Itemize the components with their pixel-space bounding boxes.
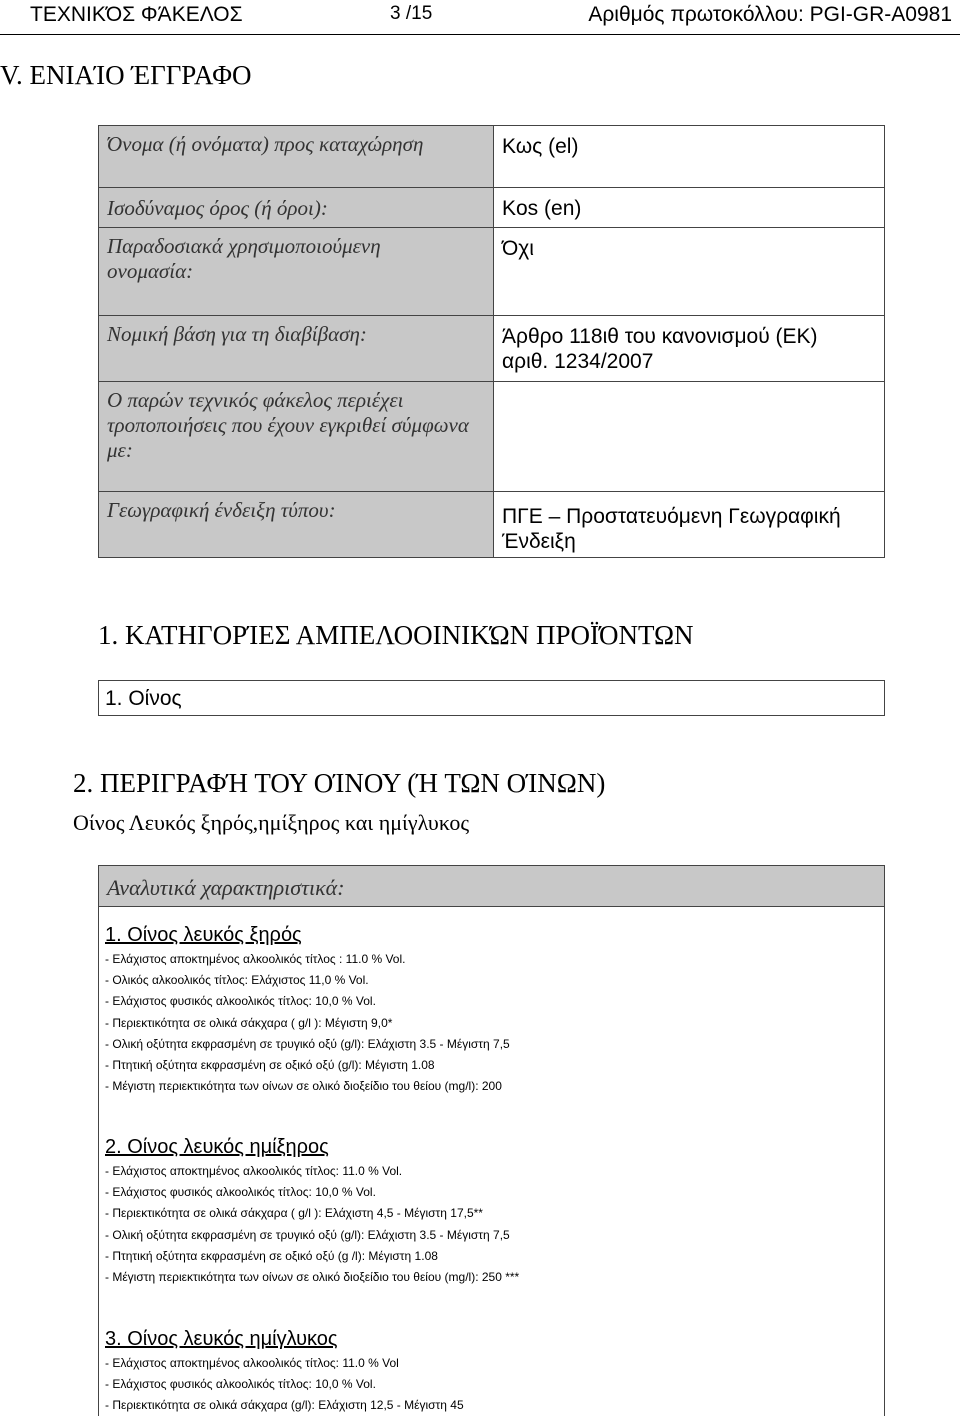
wine-1-line: - Ελάχιστος φυσικός αλκοολικός τίτλος: 10,0 % Vol. <box>105 994 376 1008</box>
analysis-header <box>99 866 884 907</box>
table-row <box>99 382 885 492</box>
page-header <box>0 0 960 35</box>
wine-2-line: - Μέγιστη περιεκτικότητα των οίνων σε ολικό διοξείδιο του θείου (mg/l): 250 *** <box>105 1270 520 1284</box>
wine-2-line: - Ελάχιστος φυσικός αλκοολικός τίτλος: 10,0 % Vol. <box>105 1185 376 1199</box>
analysis-header-label: Αναλυτικά χαρακτηριστικά: <box>107 875 345 900</box>
wine-1-line: - Ελάχιστος αποκτημένος αλκοολικός τίτλος : 11.0 % Vol. <box>105 952 406 966</box>
wine-1-line: - Μέγιστη περιεκτικότητα των οίνων σε ολικό διοξείδιο του θείου (mg/l): 200 <box>105 1079 502 1093</box>
wine-2-line: - Ελάχιστος αποκτημένος αλκοολικός τίτλος: 11.0 % Vol. <box>105 1164 403 1178</box>
wine-1-line: - Πτητική οξύτητα εκφρασμένη σε οξικό οξύ (g/l): Μέγιστη 1.08 <box>105 1058 435 1072</box>
analysis-box <box>98 865 885 1416</box>
row-label: Νομική βάση για τη διαβίβαση: <box>99 316 494 382</box>
row-label: Παραδοσιακά χρησιμοποιούμενη ονομασία: <box>99 228 494 316</box>
row-value: Kos (en) <box>494 188 885 228</box>
row-label: Γεωγραφική ένδειξη τύπου: <box>99 492 494 558</box>
table-row <box>99 316 885 382</box>
wine-1-line: - Ολική οξύτητα εκφρασμένη σε τρυγικό οξύ (g/l): Ελάχιστη 3.5 - Μέγιστη 7,5 <box>105 1037 510 1051</box>
table-row <box>99 126 885 188</box>
category-box <box>98 680 885 716</box>
wine-2-title: 2. Οίνος λευκός ημίξηρος <box>105 1136 329 1158</box>
wine-3-title: 3. Οίνος λευκός ημίγλυκος <box>105 1328 338 1350</box>
row-label: Ισοδύναμος όρος (ή όροι): <box>99 188 494 228</box>
wine-2-line: - Ολική οξύτητα εκφρασμένη σε τρυγικό οξύ (g/l): Ελάχιστη 3.5 - Μέγιστη 7,5 <box>105 1228 510 1242</box>
protocol-number: Αριθμός πρωτοκόλλου: PGI-GR-A0981 <box>588 3 952 26</box>
wine-3-line: - Ελάχιστος φυσικός αλκοολικός τίτλος: 10,0 % Vol. <box>105 1377 376 1391</box>
page-number: 3 /15 <box>390 3 433 24</box>
wine-1-line: - Ολικός αλκοολικός τίτλος: Ελάχιστος 11,0 % Vol. <box>105 973 369 987</box>
row-label: Όνομα (ή ονόματα) προς καταχώρηση <box>99 126 494 188</box>
table-row <box>99 228 885 316</box>
table-row <box>99 492 885 558</box>
wine-1-line: - Περιεκτικότητα σε ολικά σάκχαρα ( g/l ): Μέγιστη 9,0* <box>105 1016 393 1030</box>
row-label: Ο παρών τεχνικός φάκελος περιέχει τροποποιήσεις που έχουν εγκριθεί σύμφωνα με: <box>99 382 494 492</box>
table-row <box>99 188 885 228</box>
section-1-title: 1. ΚΑΤΗΓΟΡΊΕΣ ΑΜΠΕΛΟΟΙΝΙΚΏΝ ΠΡΟΪΌΝΤΩΝ <box>98 620 694 650</box>
wine-3-line: - Ελάχιστος αποκτημένος αλκοολικός τίτλος: 11.0 % Vol <box>105 1356 399 1370</box>
wine-2-line: - Πτητική οξύτητα εκφρασμένη σε οξικό οξύ (g /l): Μέγιστη 1.08 <box>105 1249 438 1263</box>
wine-1-title: 1. Οίνος λευκός ξηρός <box>105 924 302 946</box>
row-value: Όχι <box>494 228 885 316</box>
identification-table <box>98 125 885 558</box>
wine-2-line: - Περιεκτικότητα σε ολικά σάκχαρα ( g/l ): Ελάχιστη 4,5 - Μέγιστη 17,5** <box>105 1206 483 1220</box>
wine-3-line: - Περιεκτικότητα σε ολικά σάκχαρα (g/l): Ελάχιστη 12,5 - Μέγιστη 45 <box>105 1398 464 1412</box>
row-value: Άρθρο 118ιθ του κανονισμού (ΕΚ) αριθ. 1234/2007 <box>494 316 885 382</box>
row-value: ΠΓΕ – Προστατευόμενη Γεωγραφική Ένδειξη <box>494 492 885 558</box>
row-value <box>494 382 885 492</box>
section-v-title: V. ΕΝΙΑΊΟ ΈΓΓΡΑΦΟ <box>0 60 252 90</box>
section-2-title: 2. ΠΕΡΙΓΡΑΦΉ ΤΟΥ ΟΊΝΟΥ (Ή ΤΩΝ ΟΊΝΩΝ) <box>73 768 606 798</box>
category-value: 1. Οίνος <box>105 687 182 710</box>
row-value: Κως (el) <box>494 126 885 188</box>
wine-subtitle: Οίνος Λευκός ξηρός,ημίξηρος και ημίγλυκος <box>73 810 470 835</box>
document-type: ΤΕΧΝΙΚΌΣ ΦΆΚΕΛΟΣ <box>30 3 243 26</box>
